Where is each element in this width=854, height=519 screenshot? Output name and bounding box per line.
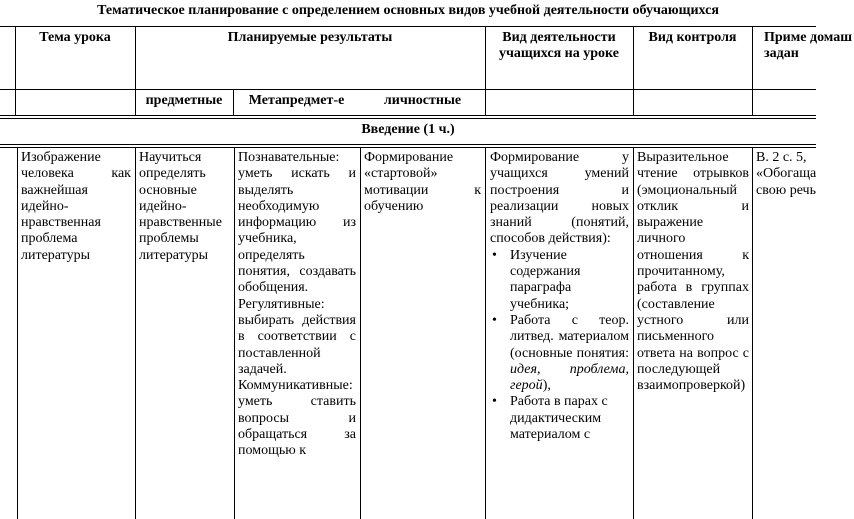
- cell-meta-results: Познавательные: уметь искать и выделять необходимую информацию из учебника, определять понятия, создавать обобщения. Регулятивные: выбирать действия в соответствии с поставленной задачей. Коммуникативные: уметь ставить вопросы и обращаться за помощью к: [238, 150, 356, 459]
- table-top-border: [0, 26, 816, 27]
- subheader-row-border: [0, 115, 816, 116]
- col-border: [752, 26, 753, 115]
- header-activity: Вид деятельности учащихся на уроке: [499, 30, 619, 61]
- header-control: Вид контроля: [648, 30, 737, 45]
- cell-personal-results: Формирование «стартовой» мотивации к обучению: [364, 150, 481, 214]
- header-topic: Тема урока: [39, 30, 111, 45]
- cell-subject-results: Научиться определять основные идейно-нравственные проблемы литературы: [139, 150, 222, 263]
- list-item: • Работа с теор. литвед. материалом (основные понятия: идея, проблема, герой),: [510, 313, 629, 394]
- col-border: [360, 147, 361, 519]
- col-border: [17, 147, 18, 519]
- subheader-personal: личностные: [383, 93, 462, 108]
- cell-control: Выразительное чтение отрывков (эмоциональный отклик и выражение личного отношения к прочитанному, работа в группах (составление устного или письменного ответа на вопрос с последующей взаимопроверкой): [637, 150, 749, 394]
- page-title: Тематическое планирование с определением основных видов учебной деятельности обучающихся: [97, 3, 719, 18]
- activity-terms: идея, проблема, герой: [510, 361, 629, 394]
- header-notes: Приме домаш задан: [764, 30, 853, 61]
- subheader-meta: Метапредмет-е: [248, 93, 345, 108]
- activity-list: [490, 248, 629, 444]
- section-title: Введение (1 ч.): [361, 122, 455, 137]
- col-border: [135, 147, 136, 519]
- data-row-top: [0, 147, 816, 148]
- col-border: [234, 147, 235, 519]
- cell-topic: Изображение человека как важнейшая идейно-нравственная проблема литературы: [21, 150, 131, 263]
- section-row-top: [0, 118, 816, 119]
- col-border: [633, 147, 634, 519]
- col-border: [485, 147, 486, 519]
- header-planned-results: Планируемые результаты: [227, 30, 393, 45]
- header-row-border: [0, 89, 816, 90]
- col-border: [752, 147, 753, 519]
- col-border: [485, 26, 486, 115]
- cell-notes: В. 2 с. 5, «Обогаща свою речь: [756, 150, 817, 198]
- section-row-bottom: [0, 144, 816, 145]
- list-item: • Изучение содержания параграфа учебника;: [510, 248, 629, 313]
- subheader-subject: предметные: [145, 93, 223, 108]
- cell-activity: [490, 150, 629, 443]
- activity-intro: Формирование у учащихся умений построения и реализации новых знаний (понятий, способов действия):: [490, 150, 629, 247]
- list-item: • Работа в парах с дидактическим материалом с: [510, 394, 629, 443]
